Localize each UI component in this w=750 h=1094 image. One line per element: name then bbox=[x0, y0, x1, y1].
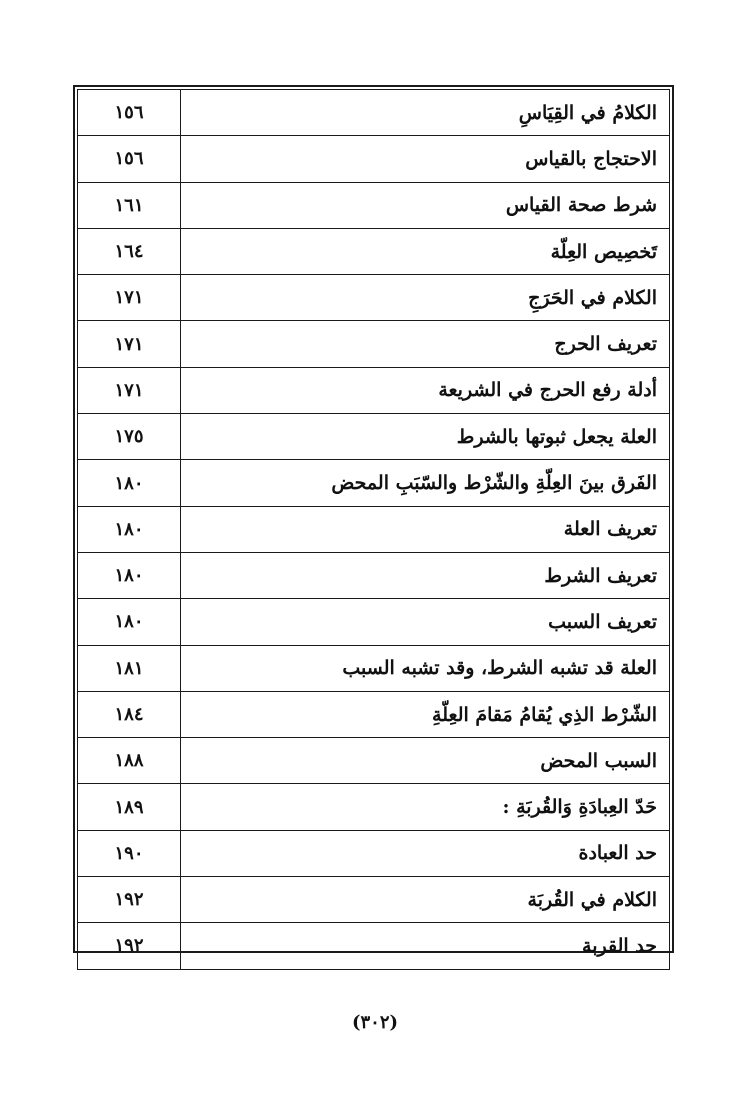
toc-entry-title: الكلام في الحَرَجِ bbox=[181, 275, 670, 321]
toc-entry-page: ١٦٤ bbox=[78, 228, 181, 274]
toc-entry-title: تَخصِيص العِلّة bbox=[181, 228, 670, 274]
toc-entry-page: ١٧١ bbox=[78, 275, 181, 321]
toc-entry-title: الكلام في القُربَة bbox=[181, 877, 670, 923]
toc-entry-page: ١٥٦ bbox=[78, 136, 181, 182]
toc-entry-title: الاحتجاج بالقياس bbox=[181, 136, 670, 182]
toc-entry-page: ١٩٢ bbox=[78, 923, 181, 969]
toc-entry-title: العلة يجعل ثبوتها بالشرط bbox=[181, 414, 670, 460]
toc-row[interactable] bbox=[78, 923, 670, 969]
toc-entry-page: ١٧٥ bbox=[78, 414, 181, 460]
toc-row[interactable] bbox=[78, 275, 670, 321]
toc-entry-page: ١٩٢ bbox=[78, 877, 181, 923]
page-number: (٣٠٢) bbox=[351, 1012, 399, 1033]
toc-row[interactable] bbox=[78, 645, 670, 691]
toc-body bbox=[78, 90, 670, 970]
toc-row[interactable] bbox=[78, 367, 670, 413]
toc-entry-title: الفَرق بينَ العِلّةِ والشّرْط والسّبَبِ المحض bbox=[181, 460, 670, 506]
toc-row[interactable] bbox=[78, 460, 670, 506]
toc-entry-page: ١٨١ bbox=[78, 645, 181, 691]
toc-entry-title: تعريف الحرج bbox=[181, 321, 670, 367]
toc-entry-title: تعريف الشرط bbox=[181, 552, 670, 598]
toc-row[interactable] bbox=[78, 830, 670, 876]
toc-row[interactable] bbox=[78, 228, 670, 274]
toc-entry-page: ١٥٦ bbox=[78, 90, 181, 136]
toc-entry-page: ١٩٠ bbox=[78, 830, 181, 876]
toc-entry-title: الشّرْط الذِي يُقامُ مَقامَ العِلّةِ bbox=[181, 691, 670, 737]
toc-entry-page: ١٨٠ bbox=[78, 506, 181, 552]
toc-entry-title: العلة قد تشبه الشرط، وقد تشبه السبب bbox=[181, 645, 670, 691]
toc-entry-page: ١٨٠ bbox=[78, 599, 181, 645]
toc-entry-title: السبب المحض bbox=[181, 738, 670, 784]
toc-entry-title: حَدّ العِبادَةِ وَالقُربَةِ : bbox=[181, 784, 670, 830]
toc-row[interactable] bbox=[78, 136, 670, 182]
toc-row[interactable] bbox=[78, 691, 670, 737]
toc-entry-page: ١٨٨ bbox=[78, 738, 181, 784]
toc-entry-page: ١٨٤ bbox=[78, 691, 181, 737]
toc-row[interactable] bbox=[78, 414, 670, 460]
toc-row[interactable] bbox=[78, 182, 670, 228]
toc-entry-page: ١٦١ bbox=[78, 182, 181, 228]
toc-row[interactable] bbox=[78, 552, 670, 598]
toc-table bbox=[77, 89, 670, 970]
toc-entry-title: شرط صحة القياس bbox=[181, 182, 670, 228]
toc-entry-title: تعريف السبب bbox=[181, 599, 670, 645]
toc-entry-title: الكلامُ في القِيَاسِ bbox=[181, 90, 670, 136]
toc-row[interactable] bbox=[78, 877, 670, 923]
toc-row[interactable] bbox=[78, 90, 670, 136]
toc-entry-title: حد القربة bbox=[582, 934, 657, 957]
toc-frame bbox=[73, 85, 674, 957]
toc-entry-page: ١٧١ bbox=[78, 321, 181, 367]
toc-row[interactable] bbox=[78, 321, 670, 367]
toc-entry-title: تعريف العلة bbox=[181, 506, 670, 552]
toc-entry-page: ١٨٠ bbox=[78, 460, 181, 506]
toc-entry-page: ١٨٠ bbox=[78, 552, 181, 598]
toc-entry-title: حد العبادة bbox=[181, 830, 670, 876]
toc-row[interactable] bbox=[78, 784, 670, 830]
toc-row[interactable] bbox=[78, 738, 670, 784]
toc-entry-title: أدلة رفع الحرج في الشريعة bbox=[181, 367, 670, 413]
toc-row[interactable] bbox=[78, 506, 670, 552]
toc-entry-page: ١٧١ bbox=[78, 367, 181, 413]
toc-entry-page: ١٨٩ bbox=[78, 784, 181, 830]
toc-row[interactable] bbox=[78, 599, 670, 645]
